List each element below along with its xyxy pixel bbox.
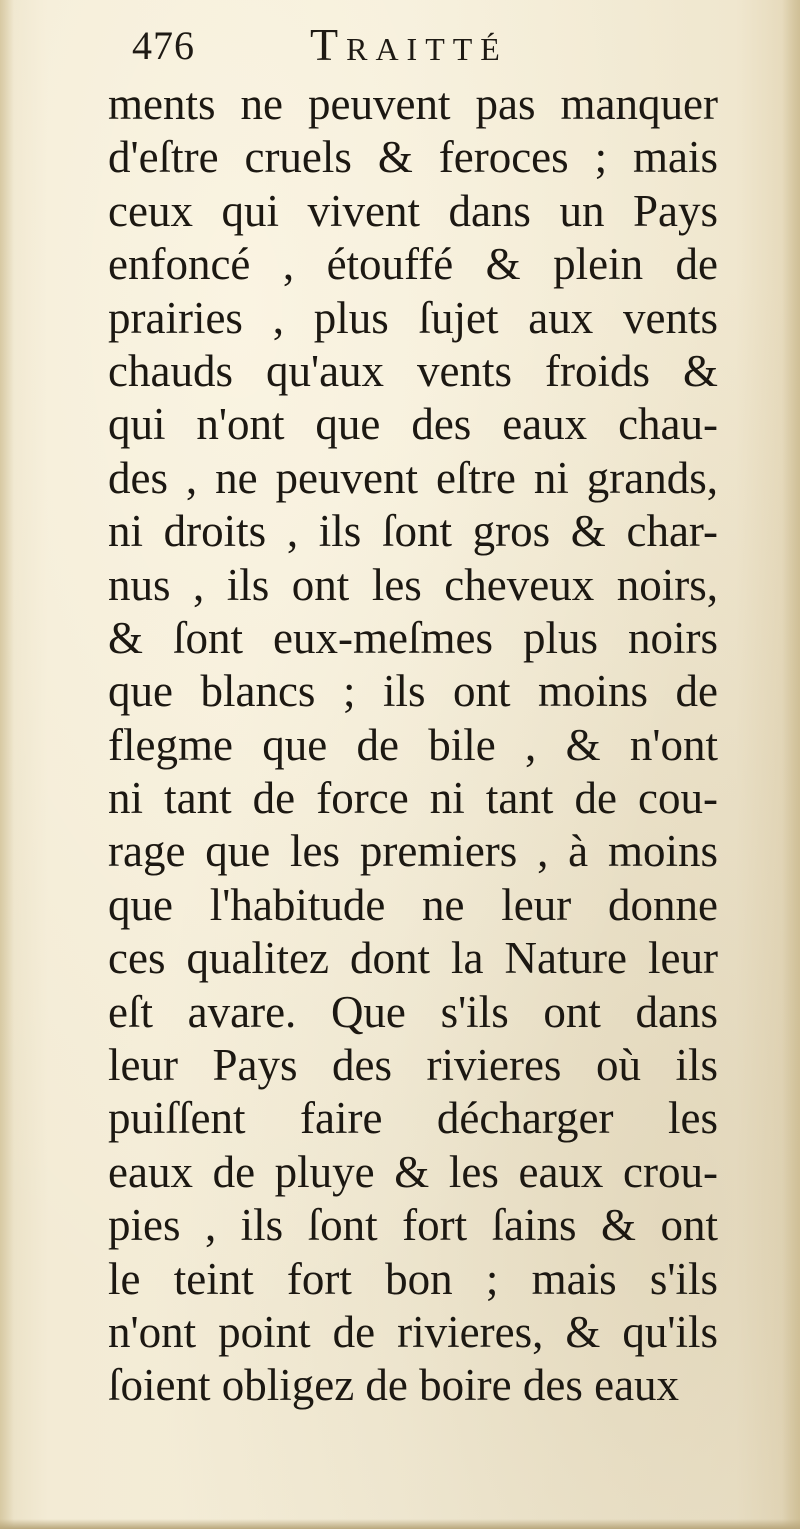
text-line: nus , ils ont les cheveux noirs, [108, 559, 718, 610]
text-line: rage que les premiers , à moins [108, 826, 718, 877]
text-line: pies , ils ſont fort ſains & ont [108, 1200, 718, 1251]
text-line: des , ne peuvent eſtre ni grands, [108, 452, 718, 503]
text-line: ni droits , ils ſont gros & char- [108, 506, 718, 557]
text-line: ceux qui vivent dans un Pays [108, 185, 718, 236]
text-line: & ſont eux-meſmes plus noirs [108, 612, 718, 663]
text-line: eaux de pluye & les eaux crou- [108, 1146, 718, 1197]
text-line: flegme que de bile , & n'ont [108, 719, 718, 770]
text-line: puiſſent faire décharger les [108, 1093, 718, 1144]
text-line: prairies , plus ſujet aux vents [108, 292, 718, 343]
text-line: ſoient obligez de boire des eaux [108, 1360, 680, 1411]
text-line: que blancs ; ils ont moins de [108, 666, 718, 717]
text-line: leur Pays des rivieres où ils [108, 1040, 718, 1091]
page-right-edge [782, 0, 800, 1529]
running-title: Traitté [310, 19, 508, 70]
text-line: ces qualitez dont la Nature leur [108, 933, 718, 984]
page-number: 476 [132, 23, 195, 68]
text-line: ni tant de force ni tant de cou- [108, 773, 718, 824]
page-bottom-edge [0, 1519, 800, 1529]
page-header [132, 18, 732, 78]
text-line: que l'habitude ne leur donne [108, 879, 718, 930]
text-line: ments ne peuvent pas manquer [108, 79, 718, 129]
text-line: eſt avare. Que s'ils ont dans [108, 986, 718, 1037]
text-line: n'ont point de rivieres, & qu'ils [108, 1306, 718, 1357]
text-line: chauds qu'aux vents froids & [108, 345, 718, 396]
text-line: le teint fort bon ; mais s'ils [108, 1253, 718, 1304]
text-line: enfoncé , étouffé & plein de [108, 239, 718, 290]
body-text [108, 78, 718, 1413]
text-line: d'eſtre cruels & feroces ; mais [108, 132, 718, 183]
page-left-edge [0, 0, 14, 1529]
text-line: qui n'ont que des eaux chau- [108, 399, 718, 450]
